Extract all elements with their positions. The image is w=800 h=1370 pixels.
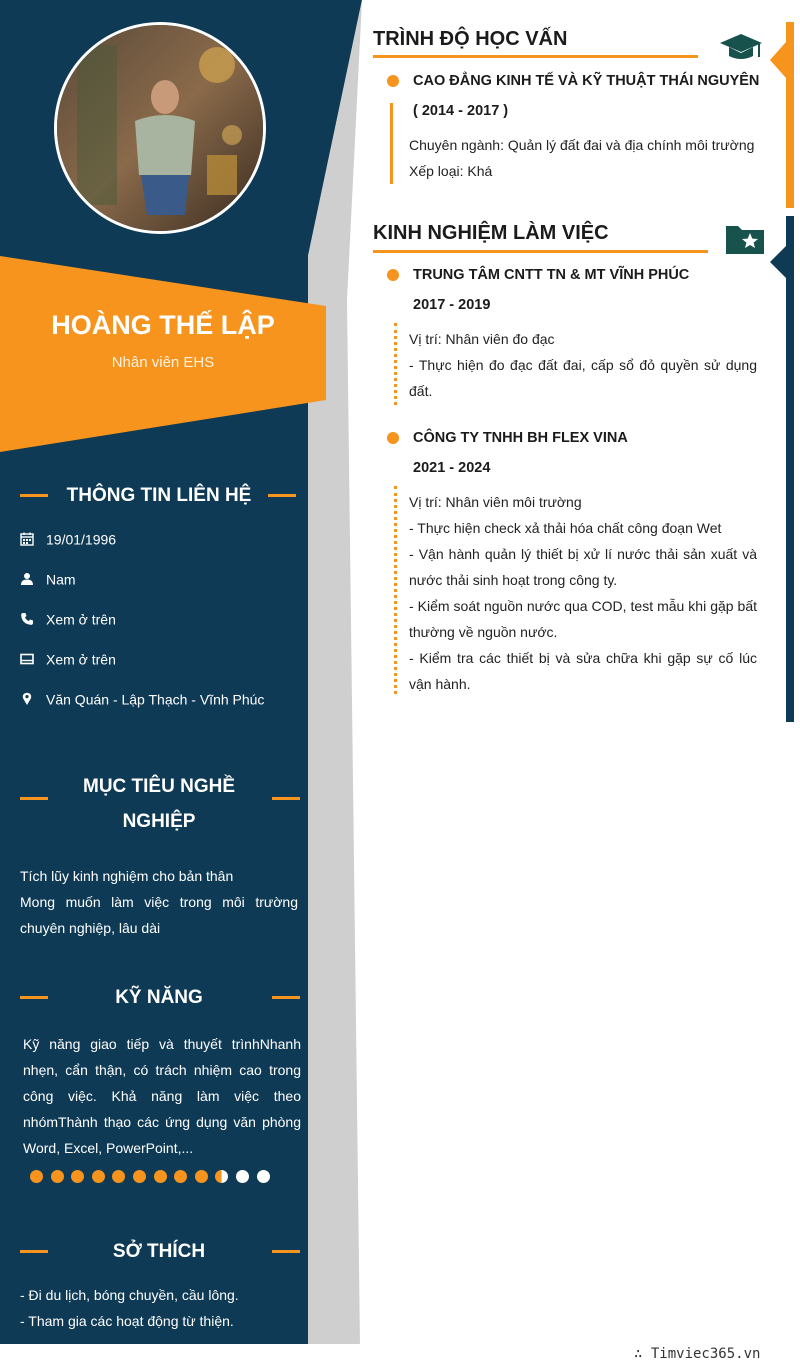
location-pin-icon: [20, 692, 34, 706]
hobbies-list: [20, 1282, 300, 1334]
education-major: Chuyên ngành: Quản lý đất đai và địa chính môi trường: [409, 137, 755, 153]
skills-text: Kỹ năng giao tiếp và thuyết trìnhNhanh nhẹn, cẩn thận, có trách nhiệm cao trong công việc. Khả năng làm việc theo nhómThành thạo các ứng dụng văn phòng Word, Excel, PowerPoint,...: [23, 1036, 301, 1156]
email-text: Xem ở trên: [46, 651, 116, 668]
gender-text: Nam: [46, 571, 76, 588]
objective-line: Tích lũy kinh nghiệm cho bản thân: [20, 868, 234, 884]
heading-bar-right: [272, 797, 300, 800]
skill-rating-dot: [257, 1170, 270, 1183]
company-name: CÔNG TY TNHH BH FLEX VINA: [413, 430, 628, 446]
heading-bar-left: [20, 797, 48, 800]
briefcase-star-icon: [724, 220, 766, 256]
timeline-bullet: [387, 432, 399, 444]
skill-rating-dot: [215, 1170, 228, 1183]
timeline-bullet: [387, 269, 399, 281]
skill-rating-dot: [51, 1170, 64, 1183]
skill-rating-dot: [30, 1170, 43, 1183]
experience-heading: KINH NGHIỆM LÀM VIỆC: [373, 222, 609, 244]
objective-heading-line1: MỤC TIÊU NGHỀ: [83, 776, 235, 797]
timeline-dotted-line: [394, 323, 397, 405]
skill-rating: [30, 1168, 277, 1186]
profile-photo: [54, 22, 266, 234]
objective-text: [20, 863, 298, 941]
heading-bar-right: [272, 996, 300, 999]
job-details: [409, 489, 757, 697]
experience-side-bar: [786, 216, 794, 722]
heading-bar-right: [268, 494, 296, 497]
education-heading: TRÌNH ĐỘ HỌC VẤN: [373, 28, 568, 50]
phone-text: Xem ở trên: [46, 611, 116, 628]
timeline-line: [390, 103, 393, 184]
hobbies-heading: SỞ THÍCH: [112, 1241, 206, 1262]
job-duty: - Kiểm soát nguồn nước qua COD, test mẫu khi gặp bất thường về nguồn nước.: [409, 598, 757, 640]
job-period: 2017 - 2019: [413, 297, 491, 313]
job-duty: - Vận hành quản lý thiết bị xử lí nước thải sản xuất và nước thải sinh hoạt trong công ty.: [409, 546, 757, 588]
contact-heading: THÔNG TIN LIÊN HỆ: [66, 485, 252, 506]
graduation-cap-icon: [718, 30, 764, 64]
job-position: Vị trí: Nhân viên đo đạc: [409, 331, 555, 347]
skill-rating-dot: [236, 1170, 249, 1183]
heading-underline: [373, 250, 708, 253]
heading-bar-left: [20, 996, 48, 999]
email-icon: [20, 652, 34, 666]
timeline-dotted-line: [394, 486, 397, 694]
objective-heading-line2: NGHIỆP: [122, 811, 196, 832]
candidate-job-title: Nhân viên EHS: [111, 354, 215, 371]
job-position: Vị trí: Nhân viên môi trường: [409, 494, 582, 510]
heading-bar-left: [20, 494, 48, 497]
hobby-item: - Đi du lịch, bóng chuyền, cầu lông.: [20, 1287, 239, 1303]
education-side-bar: [786, 22, 794, 208]
skill-rating-dot: [133, 1170, 146, 1183]
objective-line: Mong muốn làm việc trong môi trường chuyên nghiệp, lâu dài: [20, 894, 298, 936]
job-period: 2021 - 2024: [413, 460, 491, 476]
phone-icon: [20, 612, 34, 626]
footer-brand[interactable]: ∴ Timviec365.vn: [634, 1346, 761, 1362]
calendar-icon: [20, 532, 34, 546]
candidate-name: HOÀNG THẾ LẬP: [51, 310, 275, 340]
contact-address: [20, 690, 264, 707]
job-duty: - Kiểm tra các thiết bị và sửa chữa khi gặp sự cố lúc vận hành.: [409, 650, 757, 692]
skill-rating-dot: [71, 1170, 84, 1183]
contact-gender: [20, 570, 76, 587]
heading-bar-left: [20, 1250, 48, 1253]
skill-rating-dot: [195, 1170, 208, 1183]
education-grade: Xếp loại: Khá: [409, 163, 493, 179]
heading-bar-right: [272, 1250, 300, 1253]
contact-phone: [20, 610, 116, 627]
education-period: ( 2014 - 2017 ): [413, 103, 509, 119]
job-duty: - Thực hiện đo đạc đất đai, cấp sổ đỏ quyền sử dụng đất.: [409, 357, 757, 399]
contact-email: [20, 650, 116, 667]
job-duty: - Thực hiện check xả thải hóa chất công đoạn Wet: [409, 520, 722, 536]
skills-heading: KỸ NĂNG: [115, 987, 203, 1008]
heading-underline: [373, 55, 698, 58]
hobby-item: - Tham gia các hoạt động từ thiện.: [20, 1313, 234, 1329]
skill-rating-dot: [112, 1170, 125, 1183]
address-text: Văn Quán - Lập Thạch - Vĩnh Phúc: [46, 691, 265, 708]
skill-rating-dot: [154, 1170, 167, 1183]
birthday-text: 19/01/1996: [46, 531, 117, 548]
school-name: CAO ĐẲNG KINH TẾ VÀ KỸ THUẬT THÁI NGUYÊN: [413, 73, 760, 89]
contact-birthday: [20, 530, 116, 547]
company-name: TRUNG TÂM CNTT TN & MT VĨNH PHÚC: [413, 267, 690, 283]
job-details: [409, 326, 757, 404]
timeline-bullet: [387, 75, 399, 87]
skill-rating-dot: [92, 1170, 105, 1183]
objective-heading: [54, 769, 264, 839]
skill-rating-dot: [174, 1170, 187, 1183]
user-icon: [20, 572, 34, 586]
